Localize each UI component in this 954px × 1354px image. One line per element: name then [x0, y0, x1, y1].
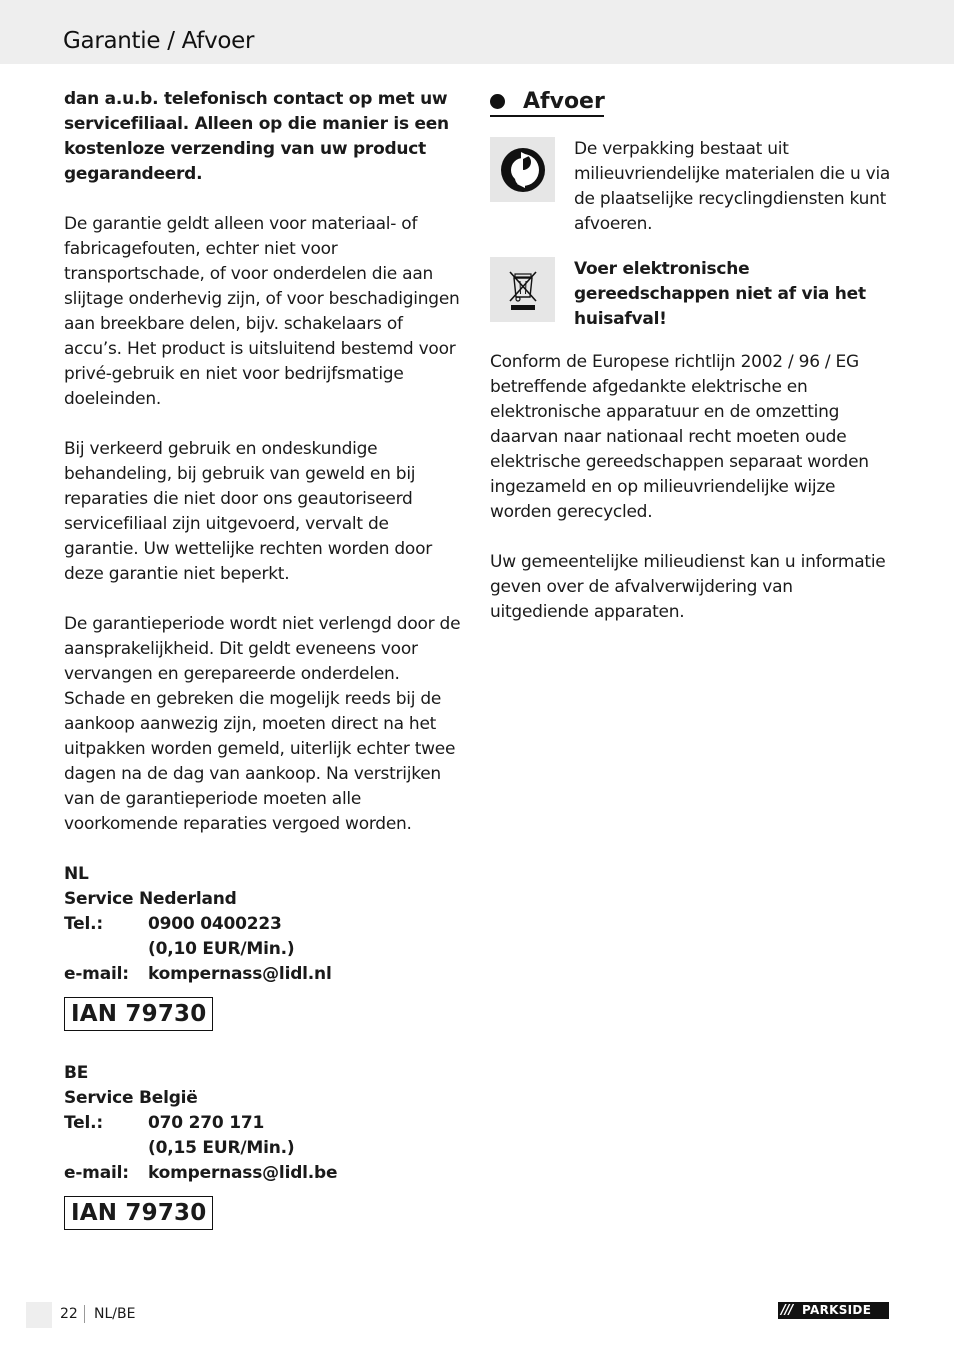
warranty-scope-paragraph: De garantie geldt alleen voor materiaal- of fabricagefouten, echter niet voor transportschade, of voor onderdelen die aan slijtage onderhevig zijn, of voor beschadigingen aan breekbare delen, bijv. schakelaars of accu’s. Het product is uitsluitend bestemd voor privé-gebruik en niet voor bedrijfsmatige doeleinden.: [64, 214, 460, 409]
section-heading: [490, 87, 895, 115]
directive-paragraph: Conform de Europese richtlijn 2002 / 96 / EG betreffende afgedankte elektrische en elektronische apparatuur en de omzetting daarvan naar nationaal recht moeten oude elektrische gereedschappen separaat worden ingezameld en op milieuvriendelijke wijze worden gerecycled.: [490, 352, 869, 522]
bullet-icon: [490, 94, 505, 109]
crossed-out-bin-icon: [490, 257, 555, 322]
section-title: Afvoer: [523, 88, 605, 114]
footer-marker: [26, 1302, 52, 1328]
warranty-void-paragraph: Bij verkeerd gebruik en ondeskundige behandeling, bij gebruik van geweld en bij reparaties die niet door ons geautoriseerd servicefiliaal zijn uitgevoerd, vervalt de garantie. Uw wettelijke rechten worden door deze garantie niet beperkt.: [64, 439, 432, 584]
intro-bold-text: dan a.u.b. telefonisch contact op met uw servicefiliaal. Alleen op die manier is een kostenloze verzending van uw product gegarandeerd.: [64, 89, 449, 184]
packaging-text: De verpakking bestaat uit milieuvriendelijke materialen die u via de plaatselijke recyclingdiensten kunt afvoeren.: [574, 139, 891, 234]
page-number: 22: [60, 1306, 78, 1322]
weee-warning-text: Voer elektronische gereedschappen niet af via het huisafval!: [574, 259, 866, 329]
tel-number[interactable]: 070 270 171: [148, 1113, 265, 1133]
service-name: Service Nederland: [64, 889, 237, 909]
country-code: NL: [64, 864, 89, 884]
email-address[interactable]: kompernass@lidl.be: [148, 1163, 338, 1183]
right-column: [490, 87, 895, 625]
footer-divider: [84, 1305, 85, 1323]
call-rate: (0,10 EUR/Min.): [148, 939, 295, 959]
logo-stripes-icon: ///: [781, 1303, 793, 1318]
service-contact-be: [64, 1061, 464, 1230]
municipal-paragraph: Uw gemeentelijke milieudienst kan u informatie geven over de afvalverwijdering van uitgediende apparaten.: [490, 552, 886, 622]
tel-number[interactable]: 0900 0400223: [148, 914, 282, 934]
service-name: Service België: [64, 1088, 198, 1108]
weee-row: [490, 257, 895, 332]
email-label: e-mail:: [64, 964, 129, 984]
ian-number-box: IAN 79730: [64, 997, 213, 1031]
tel-label: Tel.:: [64, 1113, 103, 1133]
call-rate: (0,15 EUR/Min.): [148, 1138, 295, 1158]
brand-name: PARKSIDE: [802, 1303, 872, 1317]
left-column: [64, 87, 464, 1230]
warranty-period-paragraph: De garantieperiode wordt niet verlengd door de aansprakelijkheid. Dit geldt eveneens voor vervangen en gerepareerde onderdelen. Schade en gebreken die mogelijk reeds bij de aankoop aanwezig zijn, moeten direct na het uitpakken worden gemeld, uiterlijk echter twee dagen na de dag van aankoop. Na verstrijken van de garantieperiode moeten alle voorkomende reparaties vergoed worden.: [64, 614, 461, 834]
green-dot-recycling-icon: [490, 137, 555, 202]
parkside-logo: [778, 1302, 889, 1319]
email-label: e-mail:: [64, 1163, 129, 1183]
packaging-row: [490, 137, 895, 237]
language-code: NL/BE: [94, 1306, 136, 1322]
tel-label: Tel.:: [64, 914, 103, 934]
service-contact-nl: [64, 862, 464, 1031]
email-address[interactable]: kompernass@lidl.nl: [148, 964, 332, 984]
country-code: BE: [64, 1063, 89, 1083]
page-title: Garantie / Afvoer: [63, 28, 255, 54]
ian-number-box: IAN 79730: [64, 1196, 213, 1230]
